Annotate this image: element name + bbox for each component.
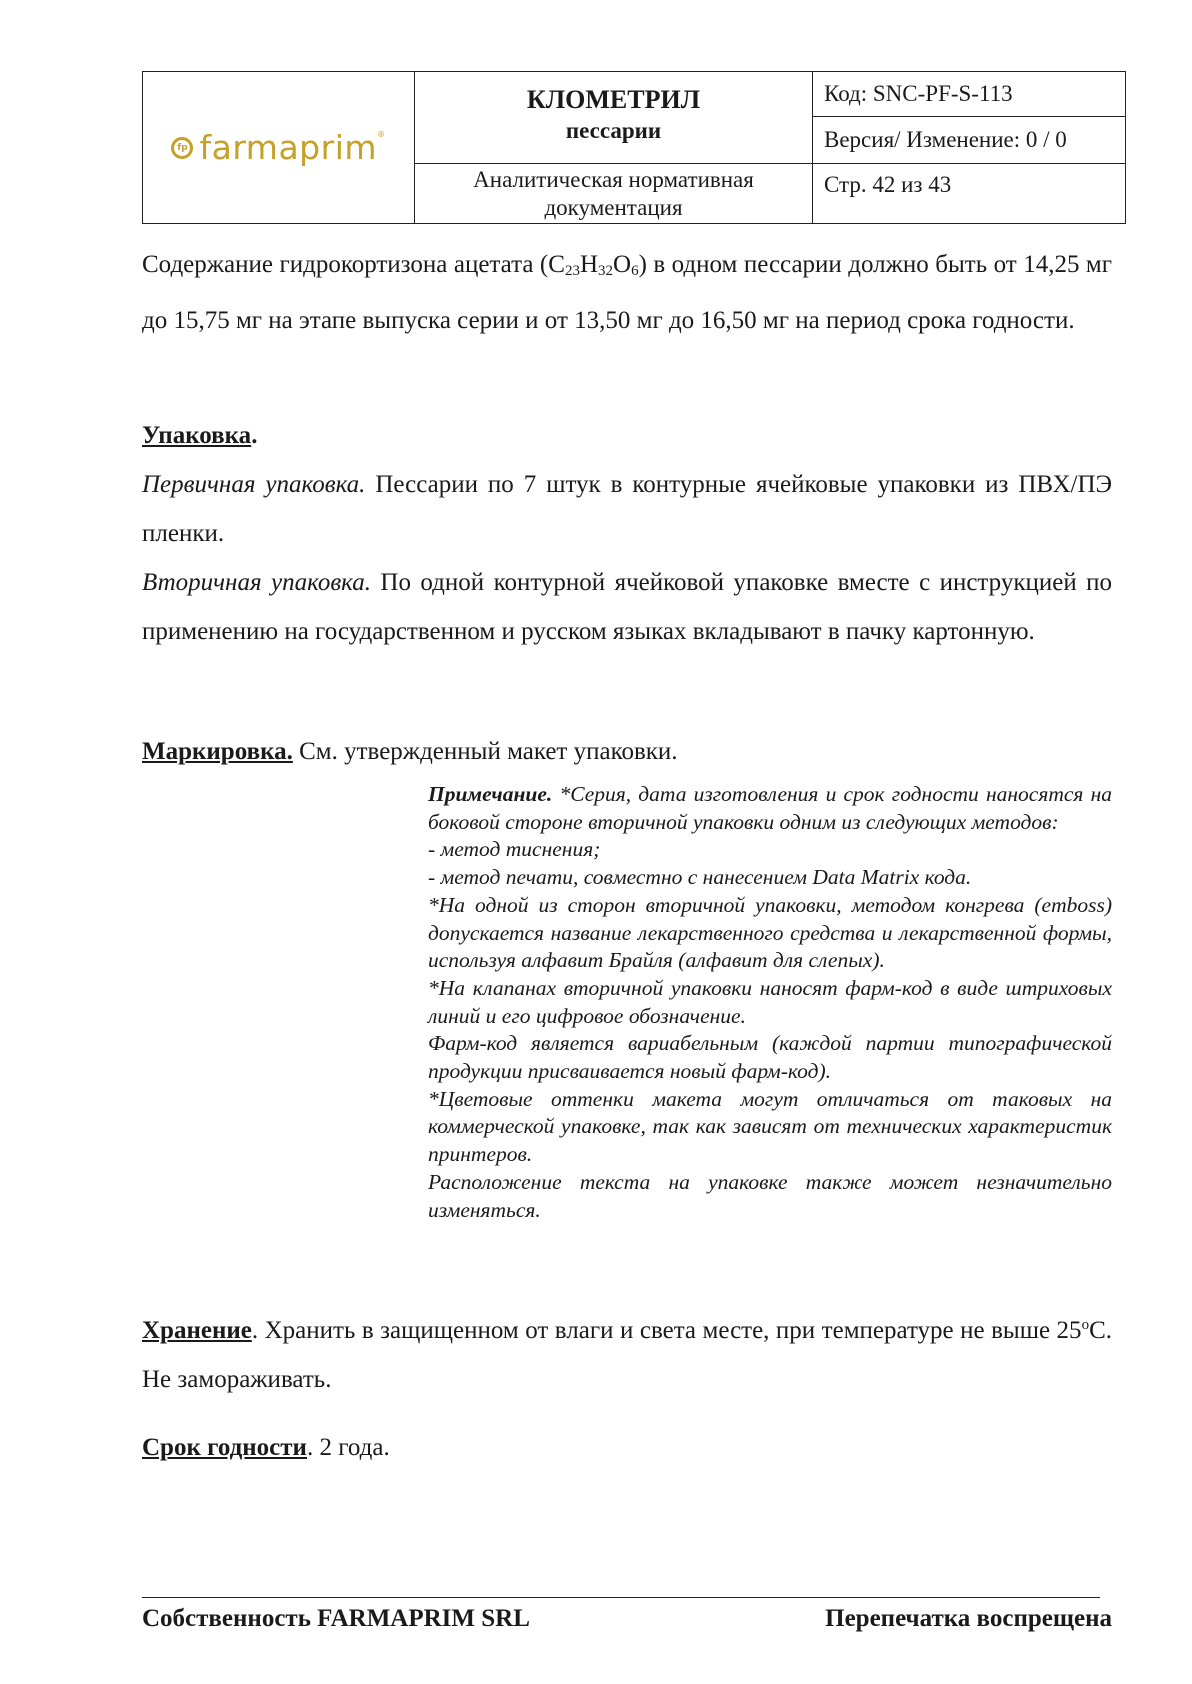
section-heading: Срок годности <box>142 1434 307 1461</box>
meta-cell <box>813 72 1125 223</box>
marking-note: Примечание. *Серия, дата изготовления и срок годности наносятся на боковой стороне вторичной упаковки одним из следующих методов: - метод тиснения; - метод печати, совместно с нанесением Data Matrix кода. *На одной из сторон вторичной упаковки, методом конгрева (emboss) допускается название лекарственного средства и лекарственной формы, используя алфавит Брайля (алфавит для слепых). *На клапанах вторичной упаковки наносят фарм-код в виде штриховых линий и его цифровое обозначение. Фарм-код является вариабельным (каждой партии типографической продукции присваивается новый фарм-код). *Цветовые оттенки макета могут отличаться от таковых на коммерческой упаковке, так как зависят от технических характеристик принтеров. Расположение текста на упаковке также может незначительно изменяться. <box>428 782 1112 1222</box>
footer-notice: Перепечатка воспрещена <box>825 1605 1112 1632</box>
page-number: Стр. 42 из 43 <box>824 172 952 197</box>
footer-divider <box>142 1597 1100 1598</box>
logo-cell <box>143 72 415 223</box>
product-name: КЛОМЕТРИЛ <box>526 85 701 114</box>
storage-section: Хранение. Хранить в защищенном от влаги и света месте, при температуре не выше $25^оС$. Не замораживать. <box>142 1317 1112 1393</box>
secondary-packaging-label: Вторичная упаковка. <box>142 569 372 596</box>
section-heading: Хранение <box>142 1317 252 1344</box>
document-code: Код: SNC-PF-S-113 <box>813 72 1125 117</box>
registered-mark: ® <box>377 130 386 139</box>
marking-section: Маркировка. См. утвержденный макет упаковки. <box>142 738 678 765</box>
title-cell <box>415 72 813 223</box>
farmaprim-logo <box>171 128 386 167</box>
primary-packaging-label: Первичная упаковка. <box>142 471 366 498</box>
footer-owner: Собственность FARMAPRIM SRL <box>142 1605 530 1632</box>
farmaprim-logo-icon: fp <box>171 137 193 159</box>
section-heading: Упаковка <box>142 422 252 449</box>
logo-text: farmaprim <box>199 128 378 167</box>
document-version: Версия/ Изменение: 0 / 0 <box>813 117 1125 164</box>
packaging-section: Упаковка. Первичная упаковка. Пессарии по 7 штук в контурные ячейковые упаковки из ПВХ/ПЭ пленки. Вторичная упаковка. По одной контурной ячейковой упаковке вместе с инструкцией по применению на государственном и русском языках вкладывают в пачку картонную. <box>142 422 1113 645</box>
content-paragraph: Содержание гидрокортизона ацетата $(C_{23}H_{32}O_6)$ в одном пессарии должно быть от 14,25 мг до 15,75 мг на этапе выпуска серии и от 13,50 мг до 16,50 мг на период срока годности. <box>142 251 1112 334</box>
shelf-life-section: Срок годности. 2 года. <box>142 1434 390 1461</box>
section-heading: Маркировка. <box>142 738 293 765</box>
document-header-table <box>142 71 1126 224</box>
document-type: Аналитическая нормативная документация <box>473 167 754 220</box>
note-label: Примечание. <box>428 782 553 806</box>
product-form: пессарии <box>565 118 662 143</box>
